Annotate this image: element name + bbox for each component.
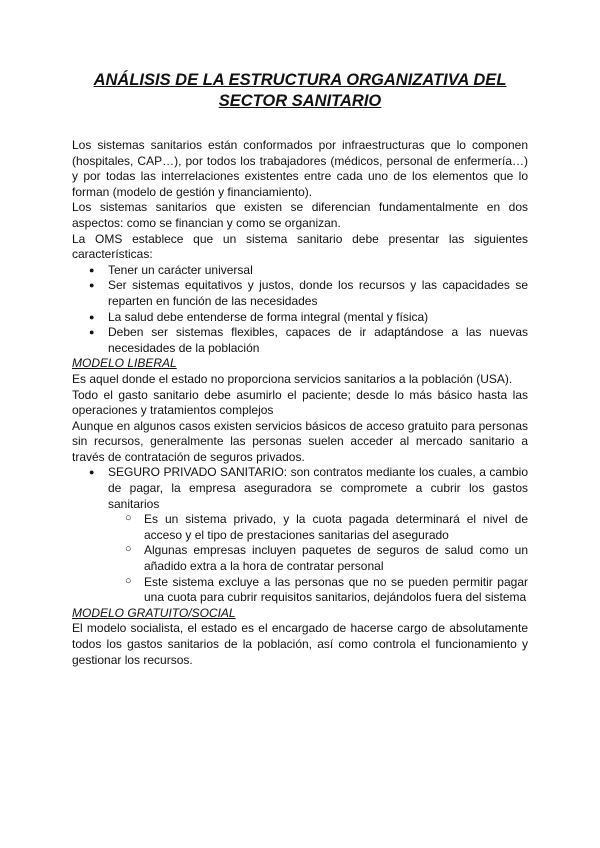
bullet-icon: ● [89, 264, 95, 275]
page-title [72, 70, 528, 112]
list-item-text: Ser sistemas equitativos y justos, donde los recursos y las capacidades se reparten en función de las necesidades [108, 278, 528, 308]
liberal-paragraph-1: Es aquel donde el estado no proporciona servicios sanitarios a la población (USA). [72, 371, 513, 386]
liberal-paragraph-3: Aunque en algunos casos existen servicios básicos de acceso gratuito para personas sin recursos, generalmente las personas suelen acceder al mercado sanitario a través de contratación de seguros privados. [72, 418, 528, 464]
list-item-text: La salud debe entenderse de forma integral (mental y física) [108, 309, 429, 324]
oms-characteristics-list [72, 263, 528, 357]
list-item [72, 325, 528, 356]
sublist-item-text: Este sistema excluye a las personas que no se pueden permitir pagar una cuota para cubrir requisitos sanitarios, dejándolos fuera del sistema [144, 574, 528, 605]
title-line-2: SECTOR SANITARIO [218, 92, 382, 110]
sublist-item [108, 543, 528, 574]
title-line-1: ANÁLISIS DE LA ESTRUCTURA ORGANIZATIVA DEL [93, 71, 507, 89]
circle-bullet-icon: ○ [125, 543, 132, 556]
sublist-item [108, 512, 528, 543]
social-paragraph-1: El modelo socialista, el estado es el encargado de hacerse cargo de absolutamente todos los gastos sanitarios de la población, así como controla el funcionamiento y gestionar los recursos. [72, 621, 528, 667]
private-insurance-list [72, 465, 528, 605]
list-item [72, 263, 528, 279]
private-insurance-sublist [108, 512, 528, 606]
list-item [72, 465, 528, 605]
section-heading-social: MODELO GRATUITO/SOCIAL [72, 605, 236, 620]
sublist-item-text: Es un sistema privado, y la cuota pagada determinará el nivel de acceso y el tipo de prestaciones sanitarias del asegurado [144, 512, 528, 542]
list-item-text: SEGURO PRIVADO SANITARIO: son contratos mediante los cuales, a cambio de pagar, la empresa aseguradora se compromete a cubrir los gastos sanitarios [108, 465, 528, 511]
intro-paragraph-1: Los sistemas sanitarios están conformados por infraestructuras que lo componen (hospitales, CAP…), por todos los trabajadores (médicos, personal de enfermería…) y por todas las interrelaciones existentes entre cada uno de los elementos que lo forman (modelo de gestión y financiamiento). [72, 138, 528, 199]
intro-paragraph-3: La OMS establece que un sistema sanitario debe presentar las siguientes características: [72, 231, 528, 262]
bullet-icon: ● [89, 280, 95, 291]
sublist-item [108, 575, 528, 606]
circle-bullet-icon: ○ [125, 574, 132, 587]
section-heading-liberal: MODELO LIBERAL [72, 356, 177, 371]
list-item-text: Deben ser sistemas flexibles, capaces de ir adaptándose a las nuevas necesidades de la población [108, 325, 528, 355]
intro-paragraph-2: Los sistemas sanitarios que existen se diferencian fundamentalmente en dos aspectos: como se financian y como se organizan. [72, 200, 528, 230]
list-item-text: Tener un carácter universal [108, 262, 253, 277]
sublist-item-text: Algunas empresas incluyen paquetes de seguros de salud como un añadido extra a la hora de contratar personal [144, 543, 528, 574]
list-item [72, 278, 528, 309]
list-item [72, 310, 528, 326]
liberal-paragraph-2: Todo el gasto sanitario debe asumirlo el paciente; desde lo más básico hasta las operaciones y tratamientos complejos [72, 387, 528, 418]
document-body [72, 138, 528, 668]
bullet-icon: ● [89, 327, 95, 338]
bullet-icon: ● [89, 467, 95, 478]
bullet-icon: ● [89, 311, 95, 322]
circle-bullet-icon: ○ [125, 512, 132, 525]
